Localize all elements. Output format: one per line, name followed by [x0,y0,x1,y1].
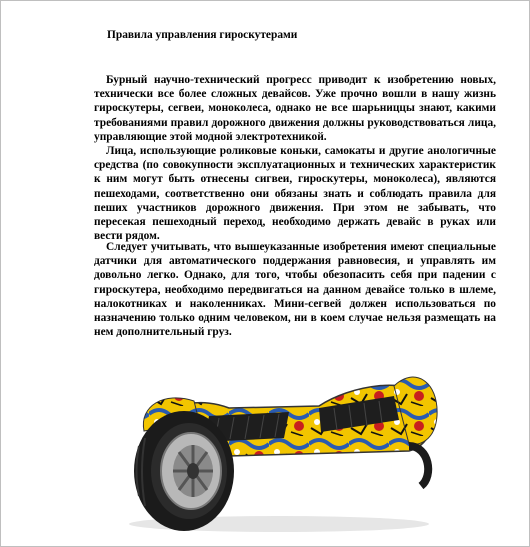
hoverboard-icon [109,346,439,536]
document-title: Правила управления гироскутерами [107,29,298,41]
hoverboard-image [109,346,439,536]
paragraph-pedestrians: Лица, использующие роликовые коньки, самокаты и другие анологичные средства (по совокупности эксплуатационных и технических характеристик к ним могут быть отнесены сигвеи, гироскутеры, моноколеса), являются пешеходами, соответственно они обязаны знать и соблюдать правила для пеших участников дорожного движения. При этом не забывать, что пересекая пешеходный переход, необходимо держать девайс в руках или вести рядом. [94,145,496,243]
paragraph-safety: Следует учитывать, что вышеуказанные изобретения имеют специальные датчики для автоматического поддержания равновесия, и управлять им довольно легко. Однако, для того, чтобы обезопасить себя при падении с гироскутера, необходимо передвигаться на данном девайсе только в шлеме, налокотниках и наколенниках. Мини-сегвей должен использоваться по назначению только одним человеком, ни в коем случае нельзя размещать на нем дополнительный груз. [94,241,496,339]
paragraph-intro: Бурный научно-технический прогресс приводит к изобретению новых, технически все более сложных девайсов. Уже прочно вошли в нашу жизнь гироскутеры, сегвеи, моноколеса, однако не все шарьниццы знают, какими требованиями правил дорожного движения должны руководствоваться лица, управляющие этой модной электротехникой. [94,74,496,143]
